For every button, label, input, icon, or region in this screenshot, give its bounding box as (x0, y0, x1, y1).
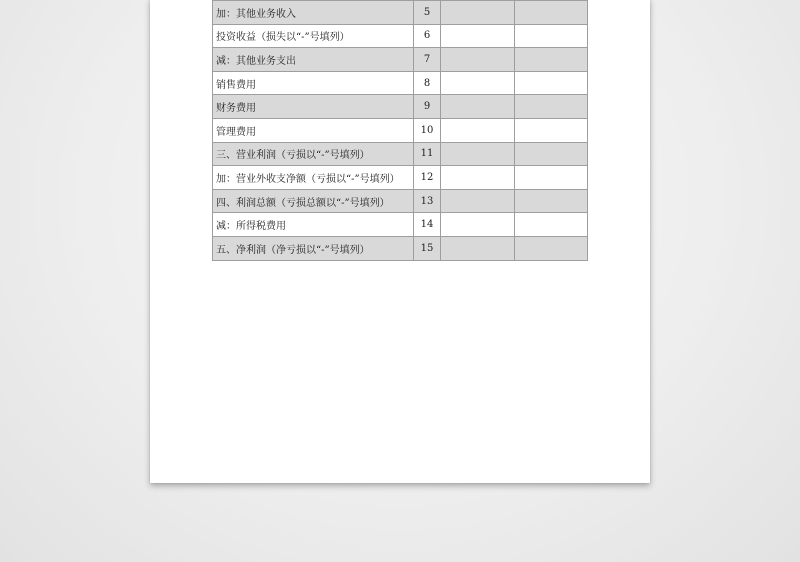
line-number-cell: 7 (414, 48, 441, 72)
item-cell: 减：所得税费用 (213, 213, 414, 237)
amount-cell[interactable] (441, 24, 515, 48)
table-row (213, 1, 588, 25)
amount-cell[interactable] (441, 118, 515, 142)
line-number-cell: 6 (414, 24, 441, 48)
amount-cell[interactable] (515, 95, 588, 119)
line-number-cell: 8 (414, 71, 441, 95)
item-cell: 减：其他业务支出 (213, 48, 414, 72)
amount-cell[interactable] (515, 142, 588, 166)
amount-cell[interactable] (441, 48, 515, 72)
amount-cell[interactable] (441, 213, 515, 237)
item-cell: 销售费用 (213, 71, 414, 95)
line-number-cell: 5 (414, 1, 441, 25)
table-row (213, 236, 588, 260)
amount-cell[interactable] (441, 166, 515, 190)
document-page (150, 0, 650, 483)
table-row (213, 24, 588, 48)
item-cell: 财务费用 (213, 95, 414, 119)
amount-cell[interactable] (441, 1, 515, 25)
amount-cell[interactable] (515, 189, 588, 213)
line-number-cell: 9 (414, 95, 441, 119)
amount-cell[interactable] (515, 71, 588, 95)
table-row (213, 95, 588, 119)
item-cell: 三、营业利润（亏损以“-”号填列） (213, 142, 414, 166)
amount-cell[interactable] (441, 95, 515, 119)
amount-cell[interactable] (515, 213, 588, 237)
item-cell: 加：营业外收支净额（亏损以“-”号填列） (213, 166, 414, 190)
amount-cell[interactable] (515, 48, 588, 72)
table-row (213, 213, 588, 237)
table-row (213, 118, 588, 142)
item-cell: 加：其他业务收入 (213, 1, 414, 25)
line-number-cell: 12 (414, 166, 441, 190)
amount-cell[interactable] (515, 166, 588, 190)
amount-cell[interactable] (441, 236, 515, 260)
income-statement-table (212, 0, 588, 261)
item-cell: 投资收益（损失以“-”号填列） (213, 24, 414, 48)
amount-cell[interactable] (515, 118, 588, 142)
amount-cell[interactable] (515, 236, 588, 260)
item-cell: 五、净利润（净亏损以“-”号填列） (213, 236, 414, 260)
table-row (213, 142, 588, 166)
table-row (213, 48, 588, 72)
item-cell: 管理费用 (213, 118, 414, 142)
line-number-cell: 13 (414, 189, 441, 213)
item-cell: 四、利润总额（亏损总额以“-”号填列） (213, 189, 414, 213)
amount-cell[interactable] (515, 24, 588, 48)
table-row (213, 71, 588, 95)
line-number-cell: 11 (414, 142, 441, 166)
amount-cell[interactable] (441, 189, 515, 213)
line-number-cell: 15 (414, 236, 441, 260)
amount-cell[interactable] (515, 1, 588, 25)
amount-cell[interactable] (441, 142, 515, 166)
table-row (213, 189, 588, 213)
line-number-cell: 14 (414, 213, 441, 237)
table-row (213, 166, 588, 190)
line-number-cell: 10 (414, 118, 441, 142)
amount-cell[interactable] (441, 71, 515, 95)
